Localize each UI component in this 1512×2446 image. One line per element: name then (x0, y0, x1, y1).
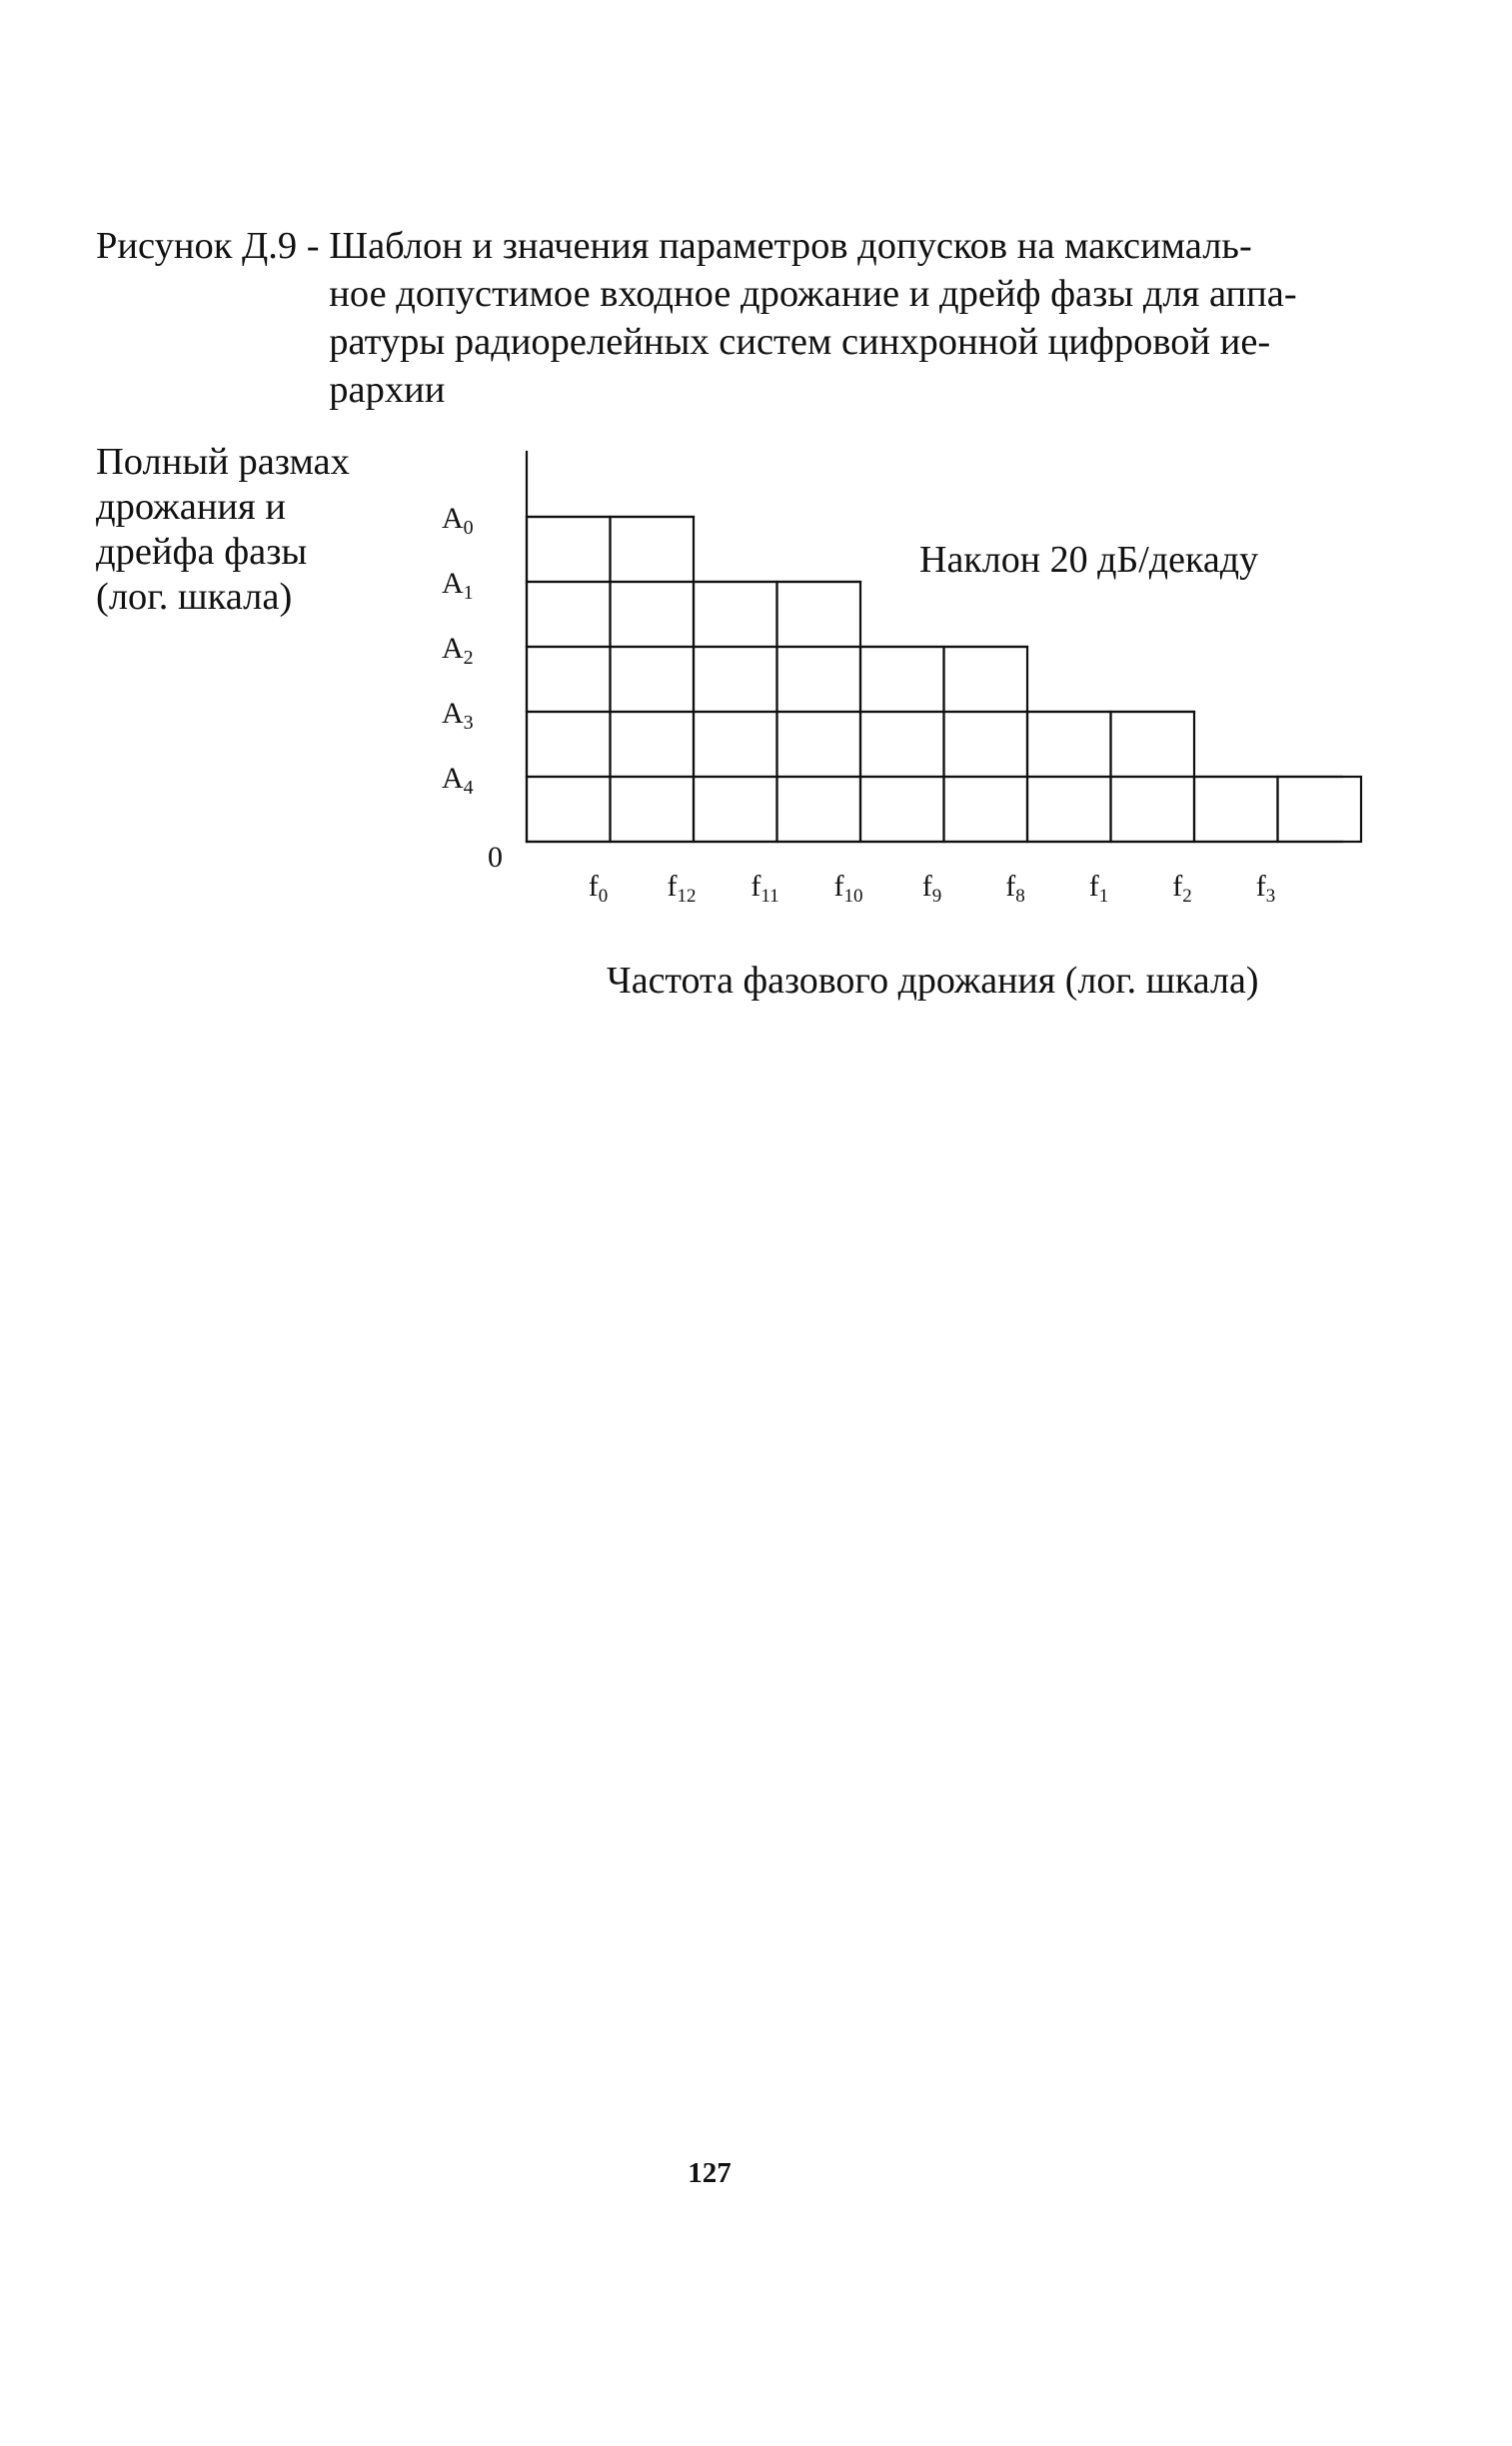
grid-cell (944, 777, 1028, 842)
grid-cell (694, 777, 777, 842)
y-tick-label-A4: $A_4$ (442, 762, 474, 799)
grid-cell (694, 647, 777, 712)
y-axis-label-line: Полный размах (96, 441, 350, 483)
x-axis-label: Частота фазового дрожания (лог. шкала) (607, 960, 1259, 1002)
y-axis-label-line: дрейфа фазы (96, 531, 308, 573)
x-tick-label-f10: $f_{10}$ (833, 870, 863, 907)
grid-cell (694, 582, 777, 647)
y-tick-label-A3: $A_3$ (442, 697, 474, 734)
page-number: 127 (688, 2157, 732, 2189)
grid-cell (527, 517, 611, 582)
x-tick-label-f8: $f_8$ (1005, 870, 1025, 907)
x-tick-label-f1: $f_1$ (1088, 870, 1109, 907)
grid-cell (860, 647, 944, 712)
y-tick-label-A0: $A_0$ (442, 502, 474, 539)
jitter-tolerance-mask-chart (0, 0, 1512, 1100)
grid-cell (1194, 777, 1278, 842)
y-tick-label-A1: $A_1$ (442, 567, 474, 604)
y-tick-label-A2: $A_2$ (442, 632, 474, 669)
origin-label: 0 (488, 841, 503, 874)
y-axis-label-line: дрожания и (96, 486, 286, 528)
x-tick-label-f9: $f_9$ (921, 870, 942, 907)
grid-cell (527, 647, 611, 712)
x-tick-label-f12: $f_{12}$ (667, 870, 697, 907)
grid-cell (1278, 777, 1362, 842)
grid-cell (611, 582, 695, 647)
x-tick-label-f2: $f_2$ (1172, 870, 1192, 907)
caption-line: рархии (329, 369, 446, 411)
grid-cell (1111, 777, 1195, 842)
grid-cell (777, 647, 861, 712)
x-tick-label-f0: $f_0$ (588, 870, 609, 907)
grid-cell (1027, 712, 1111, 777)
grid-cell (944, 647, 1028, 712)
grid-cell (611, 517, 695, 582)
grid-cell (611, 647, 695, 712)
grid-cell (777, 777, 861, 842)
y-axis-label-line: (лог. шкала) (96, 576, 293, 618)
grid-cell (944, 712, 1028, 777)
grid-cell (527, 777, 611, 842)
grid-cell (694, 712, 777, 777)
grid-cell (1111, 712, 1195, 777)
caption-label: Рисунок Д.9 - (96, 225, 330, 267)
x-tick-label-f11: $f_{11}$ (751, 870, 779, 907)
caption-line: Шаблон и значения параметров допусков на максималь- (329, 225, 1252, 267)
x-tick-label-f3: $f_3$ (1255, 870, 1276, 907)
grid-cell (611, 777, 695, 842)
grid-cell (527, 582, 611, 647)
grid-cell (860, 712, 944, 777)
slope-annotation: Наклон 20 дБ/декаду (919, 539, 1259, 581)
grid-cell (860, 777, 944, 842)
grid-cell (1027, 777, 1111, 842)
caption-line: ратуры радиорелейных систем синхронной цифровой ие- (329, 321, 1271, 363)
grid-cell (777, 712, 861, 777)
grid-cell (777, 582, 861, 647)
grid-cell (611, 712, 695, 777)
caption-line: ное допустимое входное дрожание и дрейф фазы для аппа- (329, 273, 1297, 315)
grid-cell (527, 712, 611, 777)
